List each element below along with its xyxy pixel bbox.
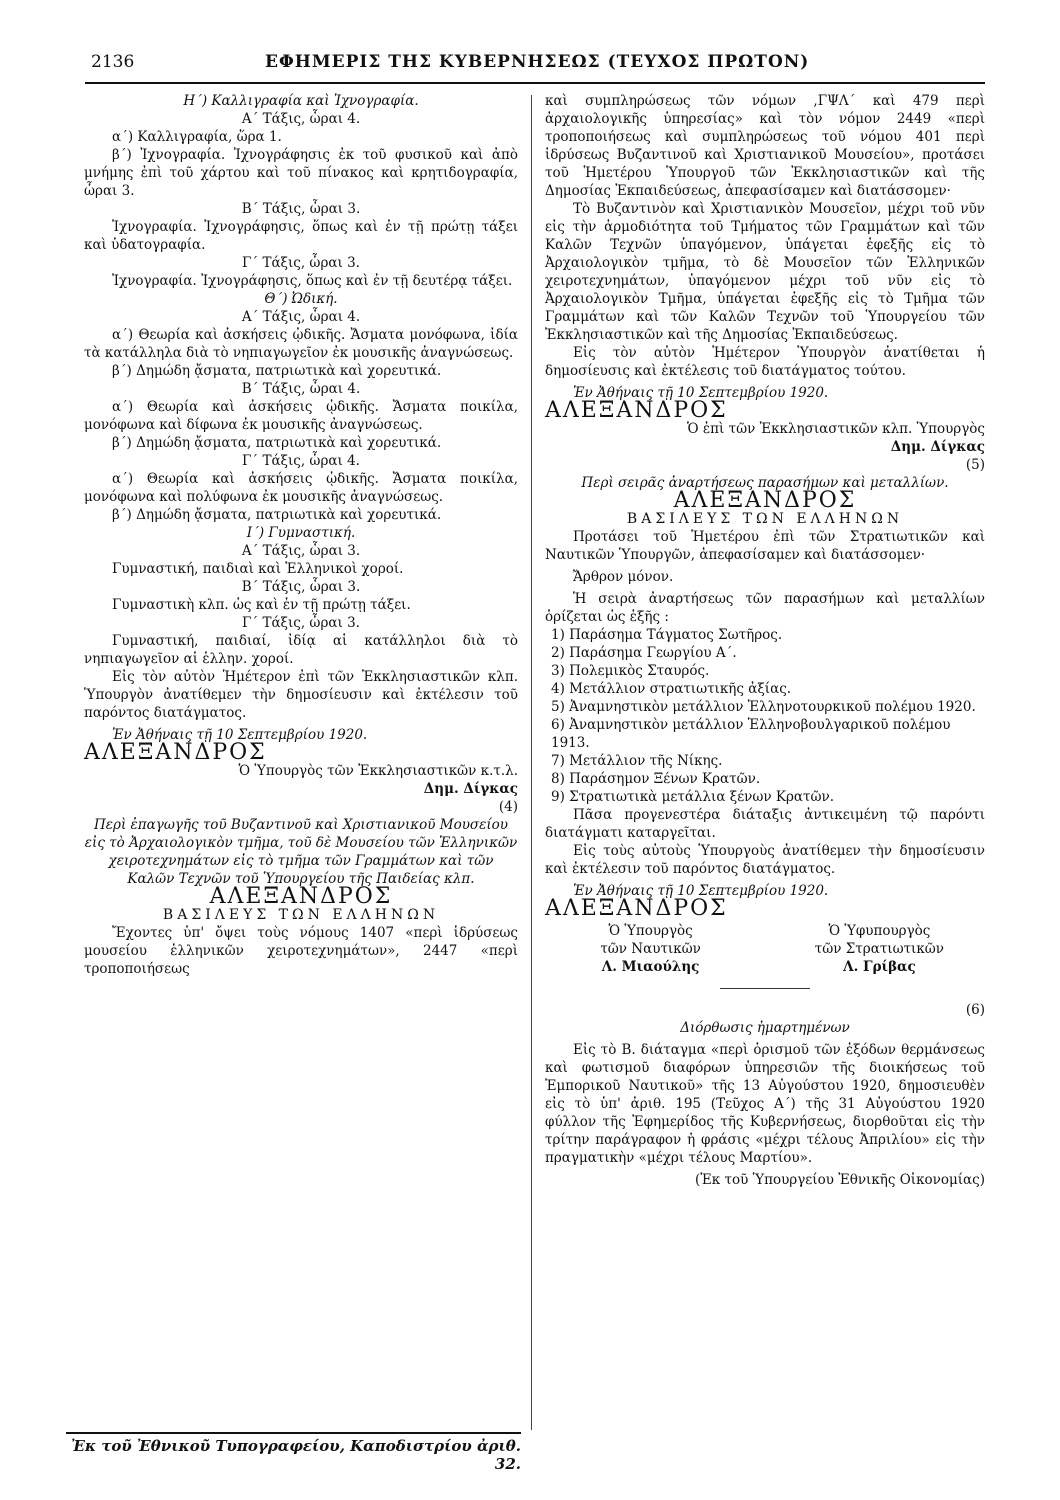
- decree-date: Ἐν Ἀθήναις τῇ 10 Σεπτεμβρίου 1920.: [573, 385, 829, 401]
- section-heading: Θ΄) Ὠδική.: [264, 291, 338, 307]
- king-signature: ΑΛΕΞΑΝΔΡΟΣ: [84, 740, 267, 765]
- section-rule: [720, 988, 810, 989]
- king-name: ΑΛΕΞΑΝΔΡΟΣ: [209, 884, 393, 909]
- minister-title: Ὁ ἐπὶ τῶν Ἐκκλησιαστικῶν κλπ. Ὑπουργὸς: [687, 421, 985, 437]
- co-signatures: [545, 922, 985, 976]
- paragraph: β΄) Ἰχνογραφία. Ἰχνογράφησις ἐκ τοῦ φυσικοῦ καὶ ἀπὸ μνήμης ἐπὶ τοῦ χάρτου καὶ τοῦ πίνακος καὶ κρητιδογραφία, ὧραι 3.: [84, 147, 518, 199]
- list-item: 3) Πολεμικὸς Σταυρός.: [551, 663, 710, 679]
- signatory-name: Λ. Γρίβας: [843, 959, 916, 975]
- right-column: [545, 92, 985, 1189]
- class-heading: Α΄ Τάξις, ὧραι 4.: [241, 111, 361, 127]
- king-title: ΒΑΣΙΛΕΥΣ ΤΩΝ ΕΛΛΗΝΩΝ: [162, 907, 440, 923]
- class-heading: Γ΄ Τάξις, ὧραι 3.: [242, 615, 360, 631]
- king-signature: ΑΛΕΞΑΝΔΡΟΣ: [545, 896, 728, 921]
- closing-paragraph: Εἰς τοὺς αὐτοὺς Ὑπουργοὺς ἀνατίθεμεν τὴν δημοσίευσιν καὶ ἐκτέλεσιν τοῦ παρόντος διατάγματος.: [545, 843, 985, 877]
- source-note: (Ἐκ τοῦ Ὑπουργείου Ἐθνικῆς Οἰκονομίας): [694, 1172, 985, 1188]
- decree-date: Ἐν Ἀθήναις τῇ 10 Σεπτεμβρίου 1920.: [573, 883, 829, 899]
- closing-paragraph: Εἰς τὸν αὐτὸν Ἡμέτερον ἐπὶ τῶν Ἐκκλησιαστικῶν κλπ. Ὑπουργὸν ἀνατίθεμεν τὴν δημοσίευσιν καὶ ἐκτέλεσιν τοῦ παρόντος διατάγματος.: [84, 669, 518, 721]
- list-item: 4) Μετάλλιον στρατιωτικῆς ἀξίας.: [551, 681, 792, 697]
- class-heading: Β΄ Τάξις, ὧραι 4.: [241, 381, 361, 397]
- paragraph: Προτάσει τοῦ Ἡμετέρου ἐπὶ τῶν Στρατιωτικῶν καὶ Ναυτικῶν Ὑπουργῶν, ἀπεφασίσαμεν καὶ διατάσσομεν·: [545, 529, 985, 563]
- paragraph: α΄) Θεωρία καὶ ἀσκήσεις ᾠδικῆς. Ἄσματα ποικίλα, μονόφωνα καὶ πολύφωνα ἐκ μουσικῆς ἀναγνώσεως.: [84, 471, 518, 505]
- paragraph: α΄) Θεωρία καὶ ἀσκήσεις ᾠδικῆς. Ἄσματα μονόφωνα, ἰδία τὰ κατάλληλα διὰ τὸ νηπιαγωγεῖον ἐκ μουσικῆς ἀναγνώσεως.: [84, 327, 518, 361]
- signatory-title: Ὁ Ὑπουργὸς: [608, 923, 693, 939]
- paragraph: Γυμναστική, παιδιαί, ἰδίᾳ αἱ κατάλληλοι διὰ τὸ νηπιαγωγεῖον αἱ ἑλλην. χοροί.: [84, 633, 518, 667]
- paragraph: Ἰχνογραφία. Ἰχνογράφησις, ὅπως καὶ ἐν τῇ πρώτῃ τάξει καὶ ὑδατογραφία.: [84, 219, 518, 253]
- minister-name: Δημ. Δίγκας: [890, 439, 985, 455]
- signature-block-navy: [545, 922, 756, 976]
- paragraph: Γυμναστικὴ κλπ. ὡς καὶ ἐν τῇ πρώτῃ τάξει.: [112, 597, 411, 613]
- class-heading: Α΄ Τάξις, ὧραι 4.: [241, 309, 361, 325]
- class-heading: Γ΄ Τάξις, ὧραι 4.: [242, 453, 360, 469]
- king-title: ΒΑΣΙΛΕΥΣ ΤΩΝ ΕΛΛΗΝΩΝ: [626, 511, 904, 527]
- signatory-name: Λ. Μιαούλης: [601, 959, 700, 975]
- section-heading: Ι΄) Γυμναστική.: [246, 525, 356, 541]
- decree-number: (4): [498, 799, 518, 815]
- decree-title: Περὶ σειρᾶς ἀναρτήσεως παρασήμων καὶ μεταλλίων.: [581, 475, 949, 491]
- decree-date: Ἐν Ἀθήναις τῇ 10 Σεπτεμβρίου 1920.: [112, 727, 368, 743]
- paragraph: Εἰς τὸ Β. διάταγμα «περὶ ὁρισμοῦ τῶν ἐξόδων θερμάνσεως καὶ φωτισμοῦ διαφόρων ὑπηρεσιῶν τῆς διοικήσεως τοῦ Ἐμπορικοῦ Ναυτικοῦ» τῆς 13 Αὐγούστου 1920, δημοσιευθὲν εἰς τὸ ὑπ' ἀριθ. 195 (Τεῦχος Α΄) τῆς 31 Αὐγούστου 1920 φύλλον τῆς Ἐφημερίδος τῆς Κυβερνήσεως, διορθοῦται εἰς τὴν τρίτην παράγραφον ἡ φράσις «μέχρι τέλους Ἀπριλίου» εἰς τὴν πραγματικὴν «μέχρι τέλους Μαρτίου».: [545, 1042, 985, 1166]
- decree-title: Διόρθωσις ἡμαρτημένων: [680, 1020, 850, 1036]
- paragraph: καὶ συμπληρώσεως τῶν νόμων ,ΓΨΛ΄ καὶ 479 περὶ ἀρχαιολογικῆς ὑπηρεσίας» καὶ τὸν νόμον 2449 «περὶ τροποποιήσεως καὶ συμπληρώσεως τοῦ νόμου 401 περὶ ἱδρύσεως Βυζαντινοῦ καὶ Χριστιανικοῦ Μουσείου», προτάσει τοῦ Ἡμετέρου Ὑπουργοῦ τῶν Ἐκκλησιαστικῶν καὶ τῆς Δημοσίας Ἐκπαιδεύσεως, ἀπεφασίσαμεν καὶ διατάσσομεν·: [545, 93, 985, 199]
- page-header: [85, 52, 985, 84]
- paragraph: Πᾶσα προγενεστέρα διάταξις ἀντικειμένη τῷ παρόντι διατάγματι καταργεῖται.: [545, 807, 985, 841]
- paragraph: β΄) Δημώδη ᾄσματα, πατριωτικὰ καὶ χορευτικά.: [112, 435, 442, 451]
- decree-title: Περὶ ἐπαγωγῆς τοῦ Βυζαντινοῦ καὶ Χριστιανικοῦ Μουσείου εἰς τὸ Ἀρχαιολογικὸν τμῆμα, τοῦ δὲ Μουσείου τῶν Ἑλληνικῶν χειροτεχνημάτων εἰς τὸ τμῆμα τῶν Γραμμάτων καὶ τῶν Καλῶν Τεχνῶν τοῦ Ὑπουργείου τῆς Παιδείας κλπ.: [84, 817, 518, 887]
- class-heading: Α΄ Τάξις, ὧραι 3.: [241, 543, 361, 559]
- paragraph: Γυμναστική, παιδιαὶ καὶ Ἑλληνικοὶ χοροί.: [112, 561, 404, 577]
- minister-title: Ὁ Ὑπουργὸς τῶν Ἐκκλησιαστικῶν κ.τ.λ.: [238, 763, 518, 779]
- section-heading: Η΄) Καλλιγραφία καὶ Ἰχνογραφία.: [183, 93, 419, 109]
- decree-number: (5): [965, 457, 985, 473]
- list-item: 1) Παράσημα Τάγματος Σωτῆρος.: [551, 627, 783, 643]
- list-item: 5) Ἀναμνηστικὸν μετάλλιον Ἑλληνοτουρκικοῦ πολέμου 1920.: [551, 699, 976, 715]
- paragraph: β΄) Δημώδη ᾄσματα, πατριωτικὰ καὶ χορευτικά.: [112, 363, 442, 379]
- article-heading: Ἄρθρον μόνον.: [573, 569, 674, 585]
- list-item: 2) Παράσημα Γεωργίου Α΄.: [551, 645, 737, 661]
- list-item: 7) Μετάλλιον τῆς Νίκης.: [551, 753, 723, 769]
- paragraph: β΄) Δημώδη ᾄσματα, πατριωτικὰ καὶ χορευτικά.: [112, 507, 442, 523]
- paragraph: Εἰς τὸν αὐτὸν Ἡμέτερον Ὑπουργὸν ἀνατίθεται ἡ δημοσίευσις καὶ ἐκτέλεσις τοῦ διατάγματος τούτου.: [545, 345, 985, 379]
- minister-name: Δημ. Δίγκας: [423, 781, 518, 797]
- paragraph: α΄) Θεωρία καὶ ἀσκήσεις ᾠδικῆς. Ἄσματα ποικίλα, μονόφωνα καὶ δίφωνα ἐκ μουσικῆς ἀναγνώσεως.: [84, 399, 518, 433]
- signatory-title: Ὁ Ὑφυπουργὸς: [828, 923, 931, 939]
- page-number: 2136: [91, 52, 135, 72]
- paragraph: Ἡ σειρὰ ἀναρτήσεως τῶν παρασήμων καὶ μεταλλίων ὁρίζεται ὡς ἑξῆς :: [545, 591, 985, 625]
- paragraph: Ἔχοντες ὑπ' ὄψει τοὺς νόμους 1407 «περὶ ἱδρύσεως μουσείου ἑλληνικῶν χειροτεχνημάτων», 2447 «περὶ τροποποιήσεως: [84, 925, 518, 977]
- class-heading: Β΄ Τάξις, ὧραι 3.: [241, 201, 361, 217]
- paragraph: α΄) Καλλιγραφία, ὥρα 1.: [112, 129, 282, 145]
- king-name: ΑΛΕΞΑΝΔΡΟΣ: [673, 488, 857, 513]
- signature-block-army: [774, 922, 985, 976]
- medal-list: [545, 626, 985, 806]
- signatory-ministry: τῶν Στρατιωτικῶν: [814, 941, 945, 957]
- paragraph: Τὸ Βυζαντινὸν καὶ Χριστιανικὸν Μουσεῖον, μέχρι τοῦ νῦν εἰς τὴν ἁρμοδιότητα τοῦ Τμήματος τῶν Γραμμάτων καὶ τῶν Καλῶν Τεχνῶν ὑπαγόμενον, ὑπάγεται ἐφεξῆς εἰς τὸ Ἀρχαιολογικὸν τμῆμα, τὸ δὲ Μουσεῖον τῶν Ἑλληνικῶν χειροτεχνημάτων, ὑπαγόμενον μέχρι τοῦ νῦν εἰς τὸ Ἀρχαιολογικὸν Τμῆμα, ὑπάγεται ἐφεξῆς εἰς τὸ Τμῆμα τῶν Γραμμάτων καὶ τῶν Καλῶν Τεχνῶν τοῦ Ὑπουργείου τῶν Ἐκκλησιαστικῶν καὶ τῆς Δημοσίας Ἐκπαιδεύσεως.: [545, 201, 985, 343]
- list-item: 9) Στρατιωτικὰ μετάλλια ξένων Κρατῶν.: [551, 789, 835, 805]
- king-signature: ΑΛΕΞΑΝΔΡΟΣ: [545, 398, 728, 423]
- signatory-ministry: τῶν Ναυτικῶν: [600, 941, 701, 957]
- list-item: 8) Παράσημον Ξένων Κρατῶν.: [551, 771, 761, 787]
- printer-footer: Ἐκ τοῦ Ἐθνικοῦ Τυπογραφείου, Καποδιστρίου ἀριθ. 32.: [66, 1432, 521, 1473]
- left-column: [84, 92, 518, 978]
- list-item: 6) Ἀναμνηστικὸν μετάλλιον Ἑλληνοβουλγαρικοῦ πολέμου 1913.: [551, 717, 951, 751]
- class-heading: Γ΄ Τάξις, ὧραι 3.: [242, 255, 360, 271]
- decree-number: (6): [965, 1002, 985, 1018]
- class-heading: Β΄ Τάξις, ὧραι 3.: [241, 579, 361, 595]
- paragraph: Ἰχνογραφία. Ἰχνογράφησις, ὅπως καὶ ἐν τῇ δευτέρᾳ τάξει.: [112, 273, 513, 289]
- column-divider: [531, 95, 532, 1430]
- gazette-title: ΕΦΗΜΕΡΙΣ ΤΗΣ ΚΥΒΕΡΝΗΣΕΩΣ (ΤΕΥΧΟΣ ΠΡΩΤΟΝ): [265, 52, 810, 72]
